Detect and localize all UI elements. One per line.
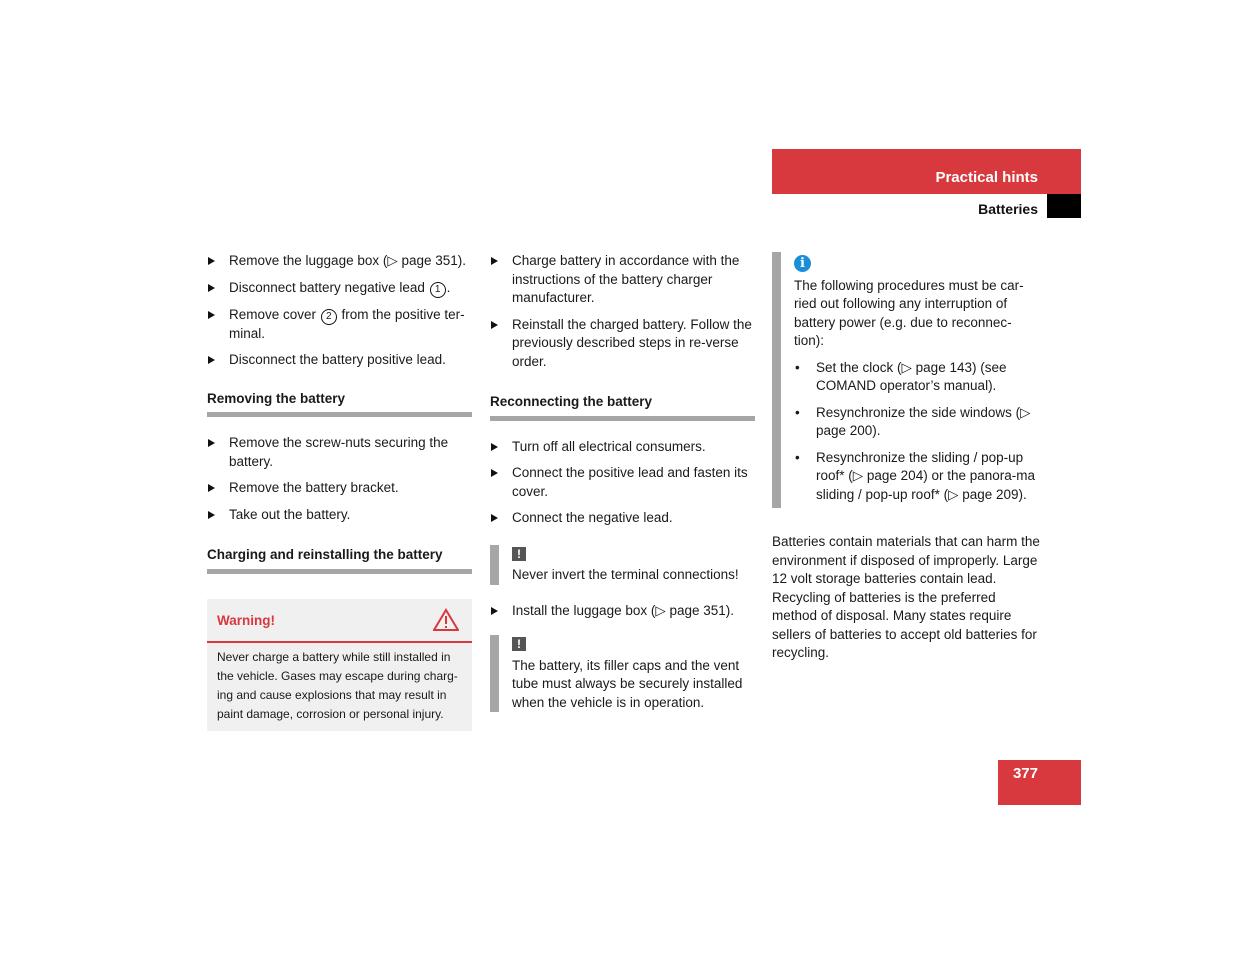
page-number: 377	[1012, 765, 1038, 782]
note-text: The battery, its filler caps and the vent tube must always be securely installed when the vehicle is in operation.	[512, 657, 743, 710]
step: Disconnect the battery positive lead.	[207, 351, 472, 370]
info-box	[772, 252, 1040, 508]
warning-text: Never charge a battery while still installed in the vehicle. Gases may escape during charg-ing and cause explosions that may result in paint damage, corrosion or personal injury.	[217, 649, 458, 721]
step: Charge battery in accordance with the instructions of the battery charger manufacturer.	[490, 252, 755, 308]
disposal-paragraph: Batteries contain materials that can harm the environment if disposed of improperly. Large 12 volt storage batteries contain lead. Recycling of batteries is the preferred method of disposal. Many states require sellers of batteries to accept old batteries for recycling.	[772, 534, 1040, 660]
step: Turn off all electrical consumers.	[490, 438, 755, 457]
column-3	[772, 252, 1040, 663]
step: Take out the battery.	[207, 506, 472, 525]
column-2	[490, 252, 755, 729]
warning-title: Warning!	[217, 612, 275, 628]
note-box	[490, 545, 755, 585]
heading-reconnecting: Reconnecting the battery	[490, 393, 755, 421]
note-box	[490, 635, 755, 712]
note-text: Never invert the terminal connections!	[512, 567, 739, 582]
step: Remove the screw-nuts securing the battery.	[207, 434, 472, 471]
info-icon: i	[794, 255, 811, 272]
exclamation-icon: !	[512, 637, 526, 651]
exclamation-icon: !	[512, 547, 526, 561]
callout-1-icon: 1	[430, 282, 446, 298]
step: Remove cover 2 from the positive ter-minal.	[207, 306, 472, 344]
heading-removing: Removing the battery	[207, 390, 472, 418]
column-1	[207, 252, 472, 731]
step: Disconnect battery negative lead 1 .	[207, 279, 472, 298]
step: Connect the positive lead and fasten its cover.	[490, 464, 755, 501]
step: Remove the luggage box (▷ page 351).	[207, 252, 472, 271]
info-intro: The following procedures must be car-ried out following any interruption of battery power (e.g. due to reconnec-tion):	[794, 277, 1024, 348]
callout-2-icon: 2	[321, 309, 337, 325]
list-item: • Resynchronize the sliding / pop-up roof* (▷ page 204) or the panora-ma sliding / pop-up roof* (▷ page 209).	[794, 449, 1040, 505]
list-item: • Set the clock (▷ page 143) (see COMAND operator’s manual).	[794, 359, 1040, 396]
step: Connect the negative lead.	[490, 509, 755, 528]
step: Install the luggage box (▷ page 351).	[490, 602, 755, 621]
heading-charging: Charging and reinstalling the battery	[207, 546, 472, 574]
subsection-marker	[1047, 194, 1081, 218]
step: Remove the battery bracket.	[207, 479, 472, 498]
subsection-title: Batteries	[978, 201, 1038, 217]
warning-box	[207, 599, 472, 731]
step: Reinstall the charged battery. Follow the previously described steps in re-verse order.	[490, 316, 755, 372]
warning-triangle-icon	[433, 608, 459, 638]
list-item: • Resynchronize the side windows (▷ page 200).	[794, 404, 1040, 441]
section-title: Practical hints	[935, 169, 1038, 186]
